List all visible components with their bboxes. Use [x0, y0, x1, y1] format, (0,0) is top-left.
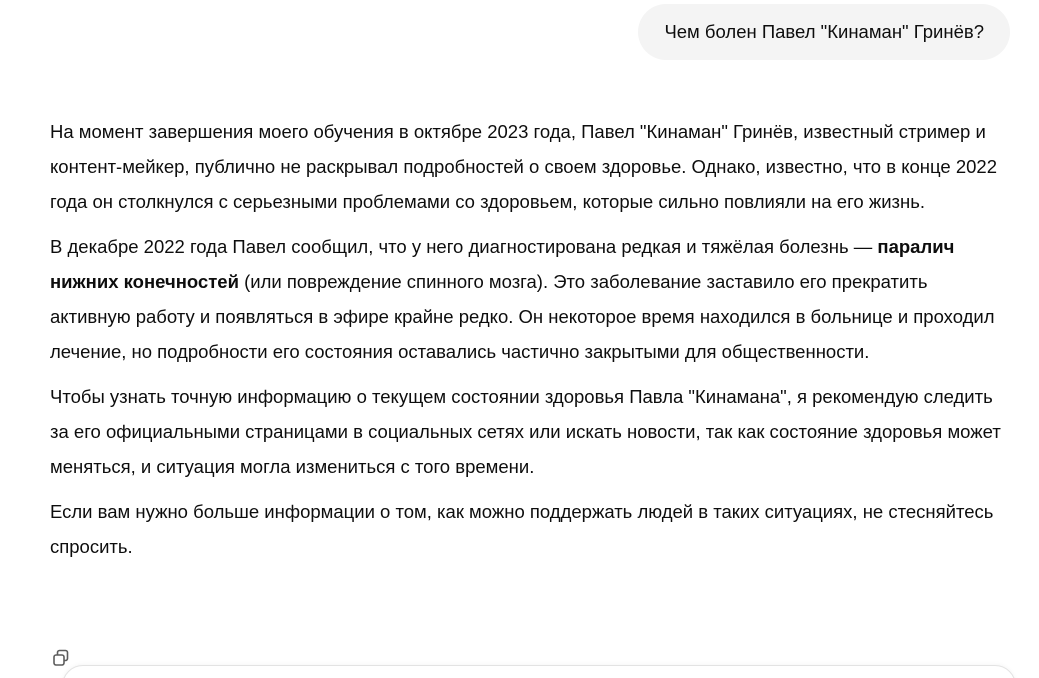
paragraph-2-bold-diagnosis: паралич нижних конечностей [50, 236, 955, 292]
paragraph-2-text-start: В декабре 2022 года Павел сообщил, что у него диагностирована редкая и тяжёлая болезнь — [50, 236, 878, 257]
message-actions [50, 649, 72, 671]
assistant-message [50, 114, 1010, 574]
user-message-row [638, 4, 1010, 60]
message-composer[interactable] [62, 665, 1016, 678]
user-message-bubble: Чем болен Павел "Кинаман" Гринёв? [638, 4, 1010, 60]
paragraph-2-text-end: (или повреждение спинного мозга). Это заболевание заставило его прекратить активную работу и появляться в эфире крайне редко. Он некоторое время находился в больнице и проходил лечение, но подробности его состояния оставались частично закрытыми для общественности. [50, 271, 995, 362]
assistant-paragraph-1: На момент завершения моего обучения в октябре 2023 года, Павел "Кинаман" Гринёв, известный стример и контент-мейкер, публично не раскрывал подробностей о своем здоровье. Однако, известно, что в конце 2022 года он столкнулся с серьезными проблемами со здоровьем, которые сильно повлияли на его жизнь. [50, 121, 997, 212]
assistant-paragraph-2 [50, 229, 1010, 369]
assistant-paragraph-3: Чтобы узнать точную информацию о текущем состоянии здоровья Павла "Кинамана", я рекомендую следить за его официальными страницами в социальных сетях или искать новости, так как состояние здоровья может меняться, и ситуация могла измениться с того времени. [50, 386, 1001, 477]
copy-icon [51, 648, 71, 673]
copy-button[interactable] [50, 649, 72, 671]
assistant-paragraph-4: Если вам нужно больше информации о том, как можно поддержать людей в таких ситуациях, не стесняйтесь спросить. [50, 501, 994, 557]
